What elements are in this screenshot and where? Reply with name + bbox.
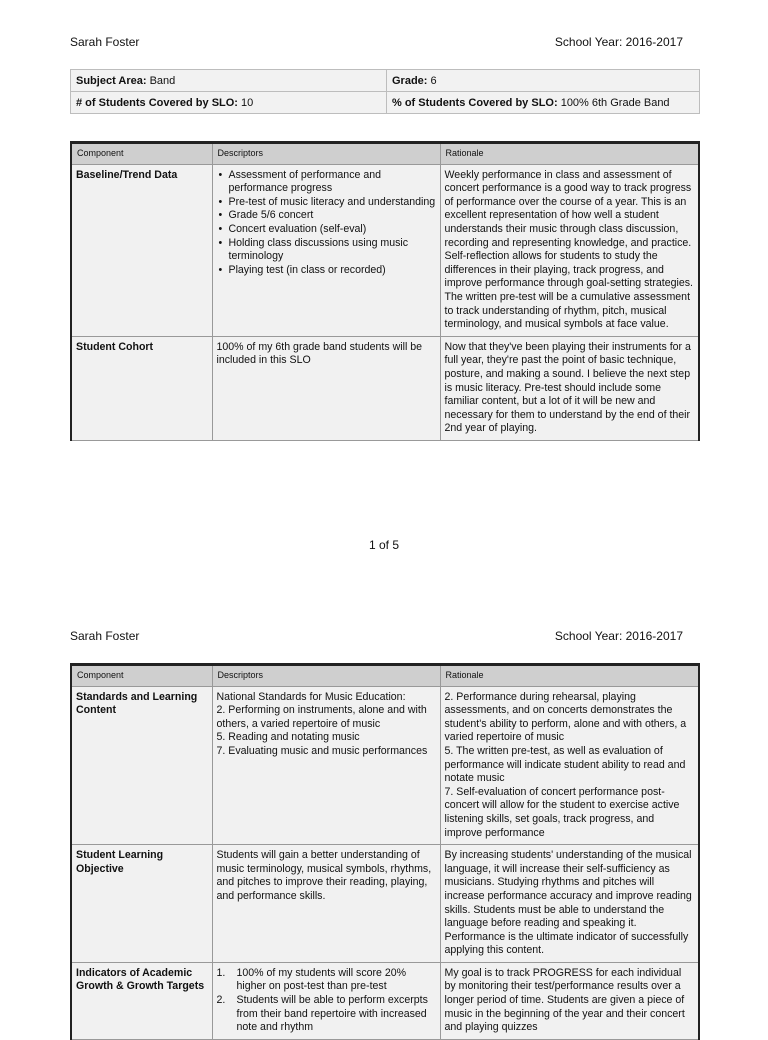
list-item: • Assessment of performance and performance progress	[217, 169, 436, 196]
rationale-cell: My goal is to track PROGRESS for each individual by monitoring their test/performance results over a longer period of time. Students are given a piece of music in the beginning of the year and their concert and playing quizzes	[440, 962, 699, 1039]
grade-label: Grade:	[392, 74, 428, 87]
descriptors-cell	[212, 962, 440, 1039]
descriptors-cell: 100% of my 6th grade band students will be included in this SLO	[212, 336, 440, 440]
component-cell: Indicators of Academic Growth & Growth Targets	[71, 962, 212, 1039]
rationale-line: 5. The written pre-test, as well as evaluation of performance will indicate student ability to read and notate music	[444, 744, 686, 785]
students-covered-value: 10	[237, 96, 254, 109]
descriptors-cell	[212, 686, 440, 845]
list-item: • Pre-test of music literacy and understanding	[217, 196, 436, 210]
component-cell: Student Learning Objective	[71, 845, 212, 963]
rationale-cell: Weekly performance in class and assessment of concert performance is a good way to track progress of performance over the course of a year. This is an excellent representation of how well a student understands their music through class discussion, recording and representing knowledge, and practice. Self-reflection allows for students to study the differences in their playing, track progress, and improve performance through goal-setting strategies. The written pre-test will be a cumulative assessment to track understanding of rhythm, pitch, musical terminology, and musical symbols at face value.	[440, 164, 699, 336]
rationale-line: 7. Self-evaluation of concert performance post-concert will allow for the student to exercise active listening skills, set goals, track progress, and improve performance	[444, 785, 680, 839]
students-covered-cell	[71, 92, 387, 114]
component-cell: Baseline/Trend Data	[71, 164, 212, 336]
list-text: Students will be able to perform excerpts from their band repertoire with increased note and rhythm	[236, 994, 428, 1034]
subject-area-cell	[71, 70, 387, 92]
table-row	[71, 686, 699, 845]
slo-components-table	[70, 141, 700, 441]
subject-area-label: Subject Area:	[76, 74, 147, 87]
list-item	[217, 967, 436, 994]
descriptor-line: National Standards for Music Education:	[216, 690, 406, 703]
slo-components-table	[70, 663, 700, 1040]
list-item: • Grade 5/6 concert	[217, 209, 436, 223]
slo-summary-table	[70, 69, 700, 114]
grade-value: 6	[427, 74, 437, 87]
percent-covered-cell	[387, 92, 700, 114]
list-number: 2.	[216, 994, 226, 1007]
descriptor-line: 7. Evaluating music and music performances	[216, 744, 428, 757]
column-header-component: Component	[71, 665, 212, 687]
list-text: 100% of my students will score 20% higher on post-test than pre-test	[236, 966, 407, 993]
header-name: Sarah Foster	[70, 35, 140, 49]
page-number: 1 of 5	[368, 538, 400, 552]
descriptor-line: 2. Performing on instruments, alone and with others, a varied repertoire of music	[216, 704, 427, 730]
descriptors-cell: Students will gain a better understanding of music terminology, musical symbols, rhythms, and pitches to improve their reading, playing, and performance skills.	[212, 845, 440, 963]
grade-cell	[387, 70, 700, 92]
percent-covered-value: 100% 6th Grade Band	[557, 96, 670, 109]
descriptors-cell	[212, 164, 440, 336]
list-item	[217, 994, 436, 1035]
students-covered-label: # of Students Covered by SLO:	[76, 96, 238, 109]
component-cell: Student Cohort	[71, 336, 212, 440]
column-header-rationale: Rationale	[440, 143, 699, 165]
table-row	[71, 845, 699, 963]
column-header-rationale: Rationale	[440, 665, 699, 687]
rationale-cell: By increasing students' understanding of the musical language, it will increase their self-sufficiency as musicians. Studying rhythms and pitches will increase performance accuracy and improve reading skills. Students must be able to understand the language before reading and speaking it. Performance is the ultimate indicator of successfully applying this content.	[440, 845, 699, 963]
rationale-cell: Now that they've been playing their instruments for a full year, they're past the point of basic technique, posture, and making a sound. I believe the next step is music literacy. Pre-test should include some familiar content, but a lot of it will be new and necessary for them to understand by the end of their 2nd year of playing.	[440, 336, 699, 440]
rationale-line: 2. Performance during rehearsal, playing assessments, and on concerts demonstrates the student's ability to perform, alone and with others, a varied repertoire of music	[444, 690, 687, 744]
header-school-year: School Year: 2016-2017	[554, 35, 683, 49]
component-cell: Standards and Learning Content	[71, 686, 212, 845]
list-item: • Concert evaluation (self-eval)	[217, 223, 436, 237]
descriptor-line: 5. Reading and notating music	[216, 731, 360, 744]
column-header-descriptors: Descriptors	[212, 143, 440, 165]
column-header-component: Component	[71, 143, 212, 165]
table-row	[71, 164, 699, 336]
header-school-year: School Year: 2016-2017	[554, 629, 683, 643]
percent-covered-label: % of Students Covered by SLO:	[392, 96, 558, 109]
rationale-cell	[440, 686, 699, 845]
table-row	[71, 962, 699, 1039]
table-row	[71, 336, 699, 440]
column-header-descriptors: Descriptors	[212, 665, 440, 687]
subject-area-value: Band	[146, 74, 176, 87]
list-number: 1.	[216, 966, 226, 979]
header-name: Sarah Foster	[70, 629, 140, 643]
list-item: • Playing test (in class or recorded)	[217, 264, 436, 278]
descriptor-list	[217, 169, 436, 278]
list-item: • Holding class discussions using music terminology	[217, 237, 436, 264]
descriptor-list	[217, 967, 436, 1035]
